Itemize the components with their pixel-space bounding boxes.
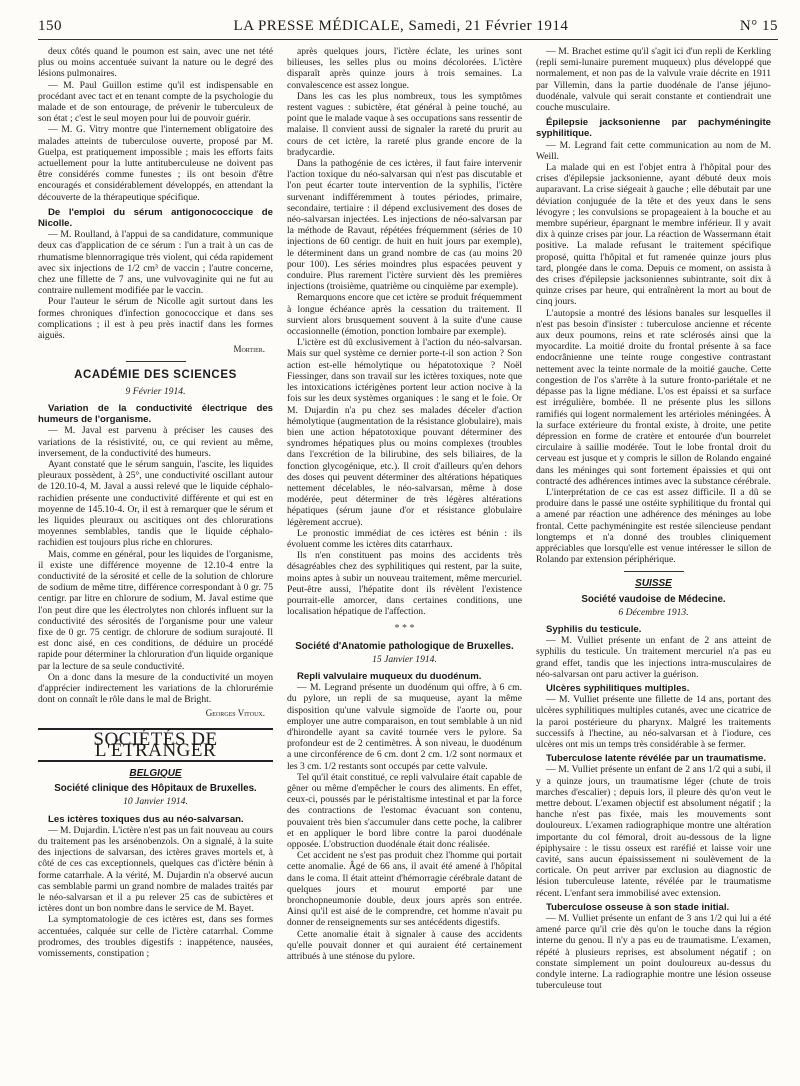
dateline: 9 Février 1914. [125, 385, 186, 397]
paragraph: La symptomatologie de ces ictères est, dans ses formes accentuées, calquée sur celle de l'ictère catarrhal. Comme prodromes, des troubles digestifs : inappétence, nausées, vomissements, constipation ; [38, 914, 273, 960]
signature: Mortier. [233, 344, 265, 355]
society-name: Société d'Anatomie pathologique de Bruxelles. [295, 640, 514, 652]
paragraph: Remarquons encore que cet ictère se produit fréquemment à longue échéance après la cessation du traitement. Il survient alors brusquement souvent à la suite d'une cause occasionnelle (émotion, ponction lombaire par exemple). [287, 292, 522, 338]
separator-stars: * * * [394, 623, 415, 635]
paragraph: Pour l'auteur le sérum de Nicolle agit surtout dans les formes chroniques d'infection gonococcique et dans ses complications ; il est à peu près inactif dans les formes aiguës. [38, 296, 273, 342]
paragraph: — M. Roulland, à l'appui de sa candidature, communique deux cas d'application de ce sérum : l'un a trait à un cas de rhumatisme blennorragique très violent, qui céda rapidement avec six injections de 1/2 cm³ de vaccin ; l'autre concerne, chez une fillette de 7 ans, une vulvovaginite qui ne fut au contraire nullement modifiée par le vaccin. [38, 229, 273, 297]
paragraph: Tel qu'il était constitué, ce repli valvulaire était capable de gêner ou même d'empêcher le cours des aliments. En effet, ceux-ci, poussés par le péristaltisme intestinal et par la force des contractions de l'estomac évacuant son contenu, pouvaient très bien s'accumuler dans cette poche, la calibrer et en appliquer le bord libre contre la paroi duodénale opposée. L'obstruction duodénale était donc réalisée. [287, 771, 522, 851]
dateline: 15 Janvier 1914. [372, 653, 437, 665]
journal-title: LA PRESSE MÉDICALE, Samedi, 21 Février 1914 [233, 18, 569, 34]
syphilis-title: Syphilis du testicule. [546, 623, 642, 635]
osseuse-title: Tuberculose osseuse à son stade initial. [546, 901, 730, 913]
epilepsie-title: Épilepsie jacksonienne par pachyméningite syphilitique. [536, 117, 771, 140]
paragraph: — M. Legrand présente un duodénum qui offre, à 6 cm. du pylore, un repli de sa muqueuse, ayant la même disposition qu'une valvule sigmoïde de l'aorte ou, pour employer une autre comparaison, en tout semblable à un nid d'hirondelle ayant sa cavité tournée vers le pylore. Sa profondeur est de 2 centimètres. À son niveau, le duodénum a une circonférence de 6 cm. dont 2 cm. 1/2 sont normaux et les 3 cm. 1/2 restants sont occupés par cette valvule. [287, 682, 522, 772]
paragraph: L'autopsie a montré des lésions banales sur lesquelles il n'est pas besoin d'insister : tuberculose ancienne et récente aux deux poumons, reins et rate sclérosés ainsi que la myocardite. La moitié droite du frontal présente à sa face endocrânienne une teinte rouge congestive contrastant nettement avec la teinte normale de la moitié gauche. Cette congestion de l'os s'arrête à la suture fronto-pariétale et ne dépasse pas la ligne médiane. L'os est épaissi et sa surface est irrégulière, bombée. Il ne présente plus les sillons ramifiés qui logent normalement les artérioles méningées. À la surface extérieure du frontal existe, à droite, une petite dépression en forme de cratère et entourée d'un bourrelet circulaire à saillie modérée. Tout le lobe frontal droit du cerveau est jusque et y compris le sillon de Rolando engainé dans les méninges qui sont fortement épaissies et qui ont contracté des adhérences intimes avec la substance cérébrale. [536, 307, 771, 487]
page-number: 150 [38, 18, 62, 34]
running-header [38, 18, 778, 40]
paragraph: — M. Vulliet présente un enfant de 2 ans 1/2 qui a subi, il y a quinze jours, un traumatisme léger (chute de trois marches d'escalier) ; depuis lors, il pleure dès qu'on veut le mettre debout. L'examen objectif est absolument négatif ; la hanche n'est pas fixée, mais les mouvements sont douloureux. L'examen radiographique montre une altération importante du col fémoral, droit au-dessous de la ligne épiphysaire : le tissu osseux est raréfié et laisse voir une cavité, sans aucun épaississement ni soulèvement de la corticale. On peut arriver par exclusion au diagnostic de lésion tuberculeuse latente, révélée par le traumatisme récent. L'enfant sera immobilisé avec extension. [536, 764, 771, 899]
paragraph: deux côtés quand le poumon est sain, avec une net tété plus ou moins accentuée suivant la nature ou le degré des lésions pulmonaires. [38, 46, 273, 80]
paragraph: — M. G. Vitry montre que l'internement obligatoire des malades atteints de tuberculose ouverte, proposé par M. Guelpa, est pratiquement impossible ; mais les efforts faits actuellement pour la lutte antituberculeuse ne doivent pas être considérés comme funestes ; ils ont besoin d'être encouragés et considérablement développés, en attendant la découverte de la thérapeutique spécifique. [38, 124, 273, 203]
paragraph: L'interprétation de ce cas est assez difficile. Il a dû se produire dans le passé une ostéite syphilitique du frontal qui a amené par réaction une adhérence des méninges au lobe frontal. Cette pachyméningite est restée silencieuse pendant longtemps et n'a donné des troubles cliniquement appréciables que lorsqu'elle est venue intéresser le sillon de Rolando par extension périphérique. [536, 486, 771, 566]
paragraph: Dans la pathogénie de ces ictères, il faut faire intervenir l'action toxique du néo-salvarsan qui n'est pas discutable et l'on peut écarter toute intervention de la syphilis, l'ictère survenant indifféremment à toutes périodes, primaire, secondaire, tertiaire : il dépend exclusivement des doses de néo-salvarsan injectées. Les injections de néo-salvarsan par la méthode de Ravaut, répétées fréquemment (séries de 10 injections de 60 centigr. de huit en huit jours par exemple), le déterminent dans un grand nombre de cas (au moins 20 pour 100). Les séries moindres plus espacées peuvent y conduire. Plus rarement l'ictère survient dès les premières injections (troisième, quatrième ou cinquième par exemple). [287, 158, 522, 293]
paragraph: Ils n'en constituent pas moins des accidents très désagréables chez des syphilitiques qui restent, par la suite, moins aptes à subir un nouveau traitement, même mercuriel. Peut-être aussi, l'hépatite dont ils révèlent l'existence pourrait-elle amorcer, dans certaines conditions, une localisation hépatique de l'affection. [287, 550, 522, 618]
paragraph: L'ictère est dû exclusivement à l'action du néo-salvarsan. Mais sur quel système ce dernier porte-t-il son action ? Son action est-elle hémolytique ou hépatotoxique ? Noël Fiessinger, dans son travail sur les ictères toxiques, note que les intoxications ictérigènes portent leur action nocive à la fois sur les deux systèmes organiques : le sang et le foie. Or M. Dujardin n'a pu chez ses malades déceler d'action hémolytique (augmentation de la résistance globulaire), mais bien une action hépatotoxique pouvant déterminer des syndromes hépatiques plus ou moins complexes (troubles dans l'excrétion de la bilirubine, des sels biliaires, de la fonction glycogénique, etc.). Il croit d'ailleurs qu'en dehors des doses qui peuvent déterminer des altérations hépatiques nettement décelables, le néo-salvarsan, même à dose modérée, peut déterminer de très légères altérations hépatiques (sérum jaune d'or et résistance globulaire légèrement accrue). [287, 337, 522, 528]
paragraph: — M. Dujardin. L'ictère n'est pas un fait nouveau au cours du traitement pas les arsénobenzols. On a signalé, à la suite des injections de salvarsan, des ictères graves mortels et, à côté de ces cas exceptionnels, quelques cas d'ictère bénin à forme catarrhale. A la vérité, M. Dujardin n'a observé aucun cas semblable parmi un grand nombre de malades traités par le néo-salvarsan et il a pu relever 25 cas de subictères et ictères dont un bon nombre dans le service de M. Bayet. [38, 824, 273, 915]
paragraph: Mais, comme en général, pour les liquides de l'organisme, il existe une différence moyenne de 12.10-4 entre la conductivité de la sérosité et celle de la solution de chlorure de sodium de même titre, différence correspondant à 0 gr. 75 centigr. par litre en chlorure de sodium, M. Javal estime que l'on peut dire que les électrolytes non chlorés influent sur la conductivité des sérosités de l'organisme pour une valeur fixe de 0 gr. 75 centigr. de chlorure de sodium surajouté. Il est donc aisé, en ces conditions, de déduire un procédé rapide pour déterminer la chloruration d'un liquide organique par la lecture de sa seule conductivité. [38, 548, 273, 672]
paragraph: On a donc dans la mesure de la conductivité un moyen d'apprécier indirectement les variations de la chlorurémie dont on connaît le rôle dans le mal de Bright. [38, 671, 273, 706]
paragraph: Le pronostic immédiat de ces ictères est bénin : ils évoluent comme les ictères dits catarrhaux. [287, 527, 522, 550]
dateline: 10 Janvier 1914. [123, 796, 188, 808]
paragraph: — M. Legrand fait cette communication au nom de M. Weill. [536, 139, 771, 162]
dateline: 6 Décembre 1913. [618, 606, 689, 618]
society-name: Société vaudoise de Médecine. [581, 593, 726, 605]
icteres-title: Les ictères toxiques dus au néo-salvarsan. [48, 813, 244, 825]
repli-title: Repli valvulaire muqueux du duodénum. [297, 670, 482, 682]
section-title-academie: ACADÉMIE DES SCIENCES [74, 369, 237, 382]
paragraph: — M. Vulliet présente une fillette de 14 ans, portant des ulcères syphilitiques multiples cutanés, avec une cicatrice de la paroi postérieure du pharynx. Malgré les traitements successifs à l'hectine, au néo-salvarsan et à l'iodure, ces ulcères ont mis un temps très considérable à se fermer. [536, 694, 771, 750]
paragraph: Cet accident ne s'est pas produit chez l'homme qui portait cette anomalie. Âgé de 66 ans, il avait été amené à l'hôpital dans le coma. Il était atteint d'hémorragie cérébrale datant de quelques jours et mourut emporté par une bronchopneumonie double, deux jours après son entrée. Ainsi qu'il est aisé de le comprendre, cet homme n'avait pu donner de renseignements sur ses antécédents digestifs. [287, 850, 522, 929]
country-belgique: BELGIQUE [129, 767, 182, 779]
latente-title: Tuberculose latente révélée par un traumatisme. [546, 753, 767, 765]
column-3 [536, 46, 771, 1086]
issue-number: N° 15 [739, 18, 778, 34]
paragraph: Dans les cas les plus nombreux, tous les symptômes restent vagues : subictère, état général à peine touché, au point que le malade vaque à ses occupations sans ressentir de malaise. Il convient aussi de signaler la rareté du prurit au cours de cet ictère, la rareté plus grande encore de la bradycardie. [287, 90, 522, 158]
paragraph: — M. Javal est parvenu à préciser les causes des variations de la résistivité, ou, ce qui revient au même, inversement, de la conductivité des humeurs. [38, 425, 273, 459]
paragraph: — M. Brachet estime qu'il s'agit ici d'un repli de Kerkling (repli semi-lunaire purement muqueux) plus développé que normalement, et non pas de la valvule vraie décrite en 1911 par Villemin, dans la partie duodénale de l'anse jéjuno-duodénale, valvule qui serait constante et contiendrait une couche musculaire. [536, 46, 771, 114]
variation-title: Variation de la conductivité électrique des humeurs de l'organisme. [38, 402, 273, 426]
paragraph: — M. Vulliet présente un enfant de 2 ans atteint de syphilis du testicule. Un traitement mercuriel n'a pas eu grand effet, tandis que les injections intra-musculaires de néo-salvarsan ont paru activer la guérison. [536, 635, 771, 680]
column-2 [287, 46, 522, 1086]
paragraph: — M. Vulliet présente un enfant de 3 ans 1/2 qui lui a été amené parce qu'il crie dès qu'on le touche dans la région interne du genou. Il n'y a pas eu de traumatisme. L'examen, répété à plusieurs reprises, est absolument négatif ; on constate simplement un point douloureux au-dessus du condyle interne. La radiographie montre une lésion osseuse tuberculeuse tout [536, 913, 771, 992]
article-title [38, 207, 273, 229]
divider [126, 361, 186, 362]
columns [38, 46, 778, 1086]
paragraph: après quelques jours, l'ictère éclate, les urines sont bilieuses, les selles plus ou moins décolorées. L'ictère disparaît après quinze jours à trois semaines. La convalescence est assez longue. [287, 46, 522, 91]
signature: Georges Vitoux. [205, 708, 265, 719]
society-name: Société clinique des Hôpitaux de Bruxelles. [54, 783, 257, 795]
section-title-etranger: SOCIÉTÉS DE L'ÉTRANGER [38, 728, 273, 762]
paragraph: Cette anomalie était à signaler à cause des accidents qu'elle pouvait donner et qui auraient été certainement attribués à une sténose du pylore. [287, 928, 522, 963]
country-suisse: SUISSE [635, 578, 672, 590]
paragraph: — M. Paul Guillon estime qu'il est indispensable en procédant avec tact et en tenant compte de la psychologie du malade et de son entourage, de prévenir le tuberculeux de son état ; c'est le seul moyen pour lui de pouvoir guérir. [38, 79, 273, 125]
divider [624, 571, 684, 572]
paragraph: La malade qui en est l'objet entra à l'hôpital pour des crises d'épilepsie jacksonienne, ayant débuté deux mois auparavant. La crise siégeait à gauche ; elle débutait par une déviation conjuguée de la tête et des yeux dans le sens lévogyre ; les convulsions se propageaient à la bouche et au membre supérieur, épargnant le membre inférieur. Il y avait dix à quinze crises par jour. La réaction de Wassermann était positive. La malade refusant le traitement spécifique proposé, quitta l'hôpital et fut ramenée quinze jours plus tard, plongée dans le coma. Depuis ce moment, on assista à des crises d'épilepsie jacksoniennes subintrante, soit dix à quinze crises par heure, qui entraînèrent la mort au bout de cinq jours. [536, 162, 771, 308]
serum-title: De l'emploi du sérum antigonococcique de Nicolle. [38, 206, 273, 230]
ulceres-title: Ulcères syphilitiques multiples. [546, 682, 690, 694]
paragraph: Ayant constaté que le sérum sanguin, l'ascite, les liquides pleuraux possèdent, à 25°, une conductivité oscillant autour de 120.10-4, M. Javal a aussi relevé que le liquide céphalo-rachidien présente une conductivité différente et qui est en moyenne de 145.10-4. Or, il est à remarquer que le sérum et les liquides pleuraux ou ascitiques ont des chlorurations moyennes semblables, tandis que le liquide céphalo-rachidien est toujours plus riche en chlorures. [38, 458, 273, 549]
column-1 [38, 46, 273, 1086]
